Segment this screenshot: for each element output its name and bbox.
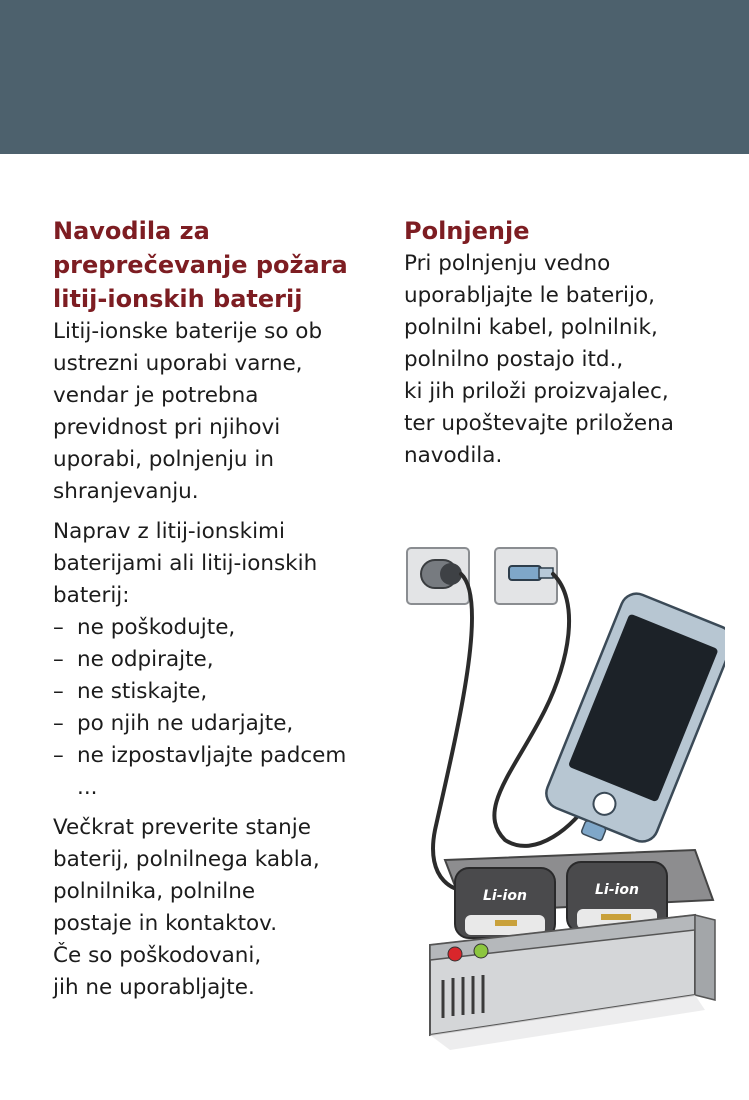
- warning-paragraph: [53, 516, 373, 612]
- wall-socket-icon: [407, 548, 469, 604]
- intro-paragraph: [53, 316, 373, 508]
- text-line: polnilnika, polnilne: [53, 879, 256, 904]
- text-line: previdnost pri njihovi: [53, 415, 281, 440]
- title-line: litij-ionskih baterij: [53, 285, 303, 313]
- smartphone-icon: [536, 589, 725, 859]
- usb-socket-icon: [495, 548, 557, 604]
- title-line: Navodila za: [53, 217, 210, 245]
- text-line: Večkrat preverite stanje: [53, 815, 311, 840]
- text-line: postaje in kontaktov.: [53, 911, 278, 936]
- text-line: uporabljajte le baterijo,: [404, 283, 655, 308]
- text-line: Litij-ionske baterije so ob: [53, 319, 323, 344]
- header-band: [0, 0, 749, 154]
- battery-icon: [455, 868, 555, 938]
- text-line: vendar je potrebna: [53, 383, 259, 408]
- text-line: Pri polnjenju vedno: [404, 251, 611, 276]
- charging-station-icon: [430, 850, 715, 1050]
- text-line: polnilno postajo itd.,: [404, 347, 624, 372]
- text-line: shranjevanju.: [53, 479, 199, 504]
- charging-paragraph: [404, 248, 734, 472]
- list-item: – po njih ne udarjajte,: [53, 708, 373, 740]
- green-led-icon: [474, 944, 488, 958]
- charging-illustration: [395, 540, 725, 1060]
- list-item: – ne izpostavljajte padcem ...: [53, 740, 373, 804]
- text-line: jih ne uporabljajte.: [53, 975, 255, 1000]
- left-column: [53, 214, 373, 1004]
- red-led-icon: [448, 947, 462, 961]
- text-line: Če so poškodovani,: [53, 943, 262, 968]
- text-line: ustrezni uporabi varne,: [53, 351, 303, 376]
- list-item: – ne poškodujte,: [53, 612, 373, 644]
- check-paragraph: [53, 812, 373, 1004]
- text-line: navodila.: [404, 443, 503, 468]
- text-line: ter upoštevajte priložena: [404, 411, 674, 436]
- text-line: baterijami ali litij-ionskih: [53, 551, 318, 576]
- battery-label: Li-ion: [483, 888, 527, 904]
- right-column: [404, 214, 734, 472]
- text-line: baterij:: [53, 583, 130, 608]
- text-line: Naprav z litij-ionskimi: [53, 519, 285, 544]
- text-line: polnilni kabel, polnilnik,: [404, 315, 658, 340]
- list-item: – ne stiskajte,: [53, 676, 373, 708]
- text-line: baterij, polnilnega kabla,: [53, 847, 320, 872]
- text-line: ki jih priloži proizvajalec,: [404, 379, 669, 404]
- battery-label: Li-ion: [595, 882, 639, 898]
- charger-cable: [433, 574, 475, 891]
- warning-list: [53, 612, 373, 804]
- text-line: uporabi, polnjenju in: [53, 447, 274, 472]
- title-line: preprečevanje požara: [53, 251, 348, 279]
- section-title-charging: Polnjenje: [404, 217, 530, 245]
- list-item: – ne odpirajte,: [53, 644, 373, 676]
- section-title-fire-prevention: [53, 214, 373, 316]
